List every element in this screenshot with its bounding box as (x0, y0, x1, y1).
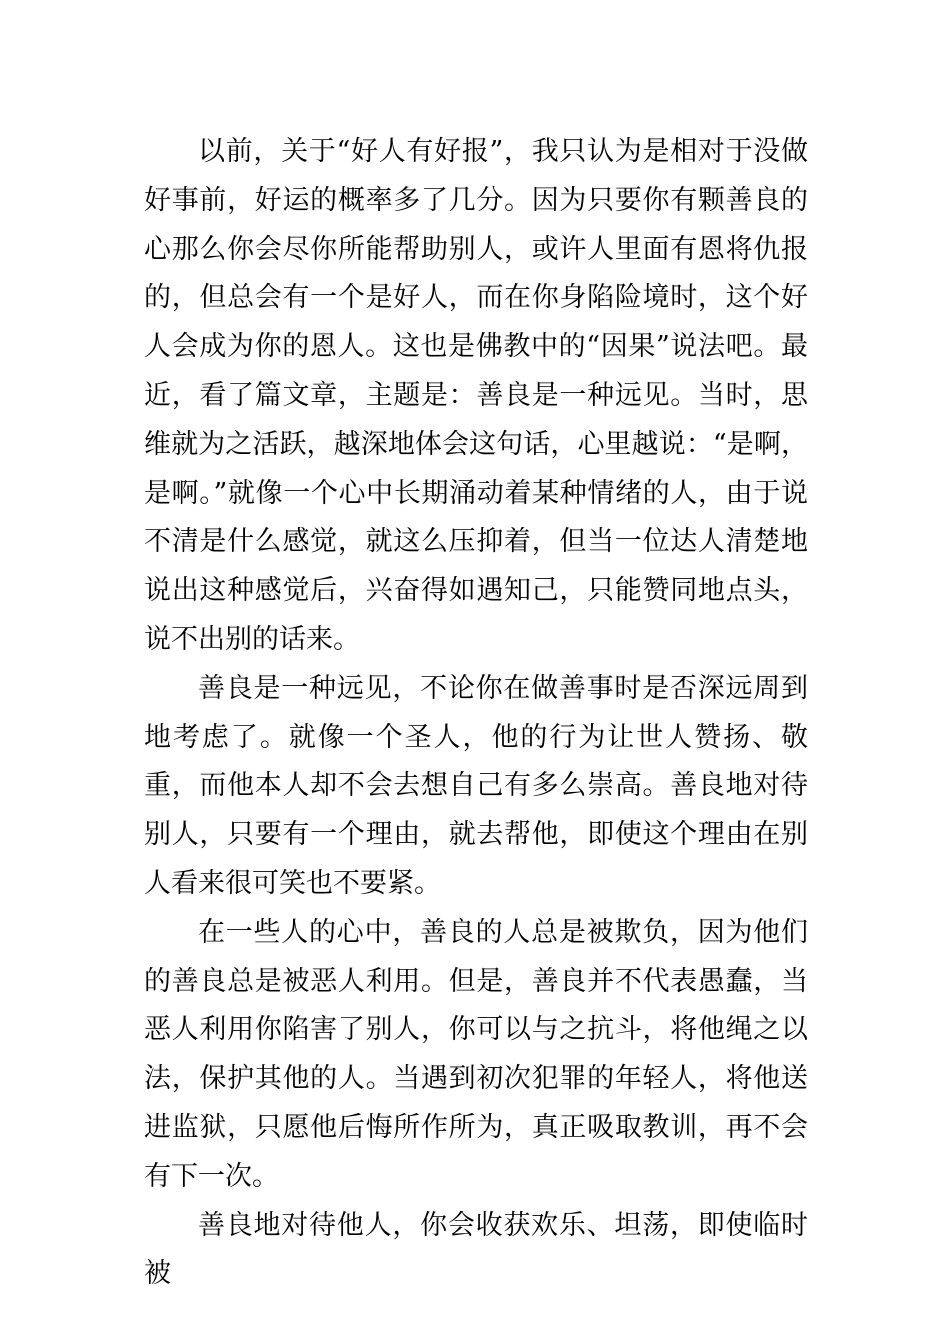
paragraph-4: 善良地对待他人，你会收获欢乐、坦荡，即使临时被 (144, 1209, 808, 1290)
paragraph-3: 在一些人的心中，善良的人总是被欺负，因为他们的善良总是被恶人利用。但是，善良并不代表愚蠢，当恶人利用你陷害了别人，你可以与之抗斗，将他绳之以法，保护其他的人。当遇到初次犯罪的年轻人，将他送进监狱，只愿他后悔所作所为，真正吸取教训，再不会有下一次。 (144, 916, 808, 1192)
document-body (144, 128, 808, 1299)
paragraph-2: 善良是一种远见，不论你在做善事时是否深远周到地考虑了。就像一个圣人，他的行为让世人赞扬、敬重，而他本人却不会去想自己有多么崇高。善良地对待别人，只要有一个理由，就去帮他，即使这个理由在别人看来很可笑也不要紧。 (144, 672, 808, 899)
paragraph-1: 以前，关于“好人有好报”，我只认为是相对于没做好事前，好运的概率多了几分。因为只要你有颗善良的心那么你会尽你所能帮助别人，或许人里面有恩将仇报的，但总会有一个是好人，而在你身陷险境时，这个好人会成为你的恩人。这也是佛教中的“因果”说法吧。最近，看了篇文章，主题是：善良是一种远见。当时，思维就为之活跃，越深地体会这句话，心里越说：“是啊，是啊。”就像一个心中长期涌动着某种情绪的人，由于说不清是什么感觉，就这么压抑着，但当一位达人清楚地说出这种感觉后，兴奋得如遇知己，只能赞同地点头，说不出别的话来。 (144, 136, 808, 655)
